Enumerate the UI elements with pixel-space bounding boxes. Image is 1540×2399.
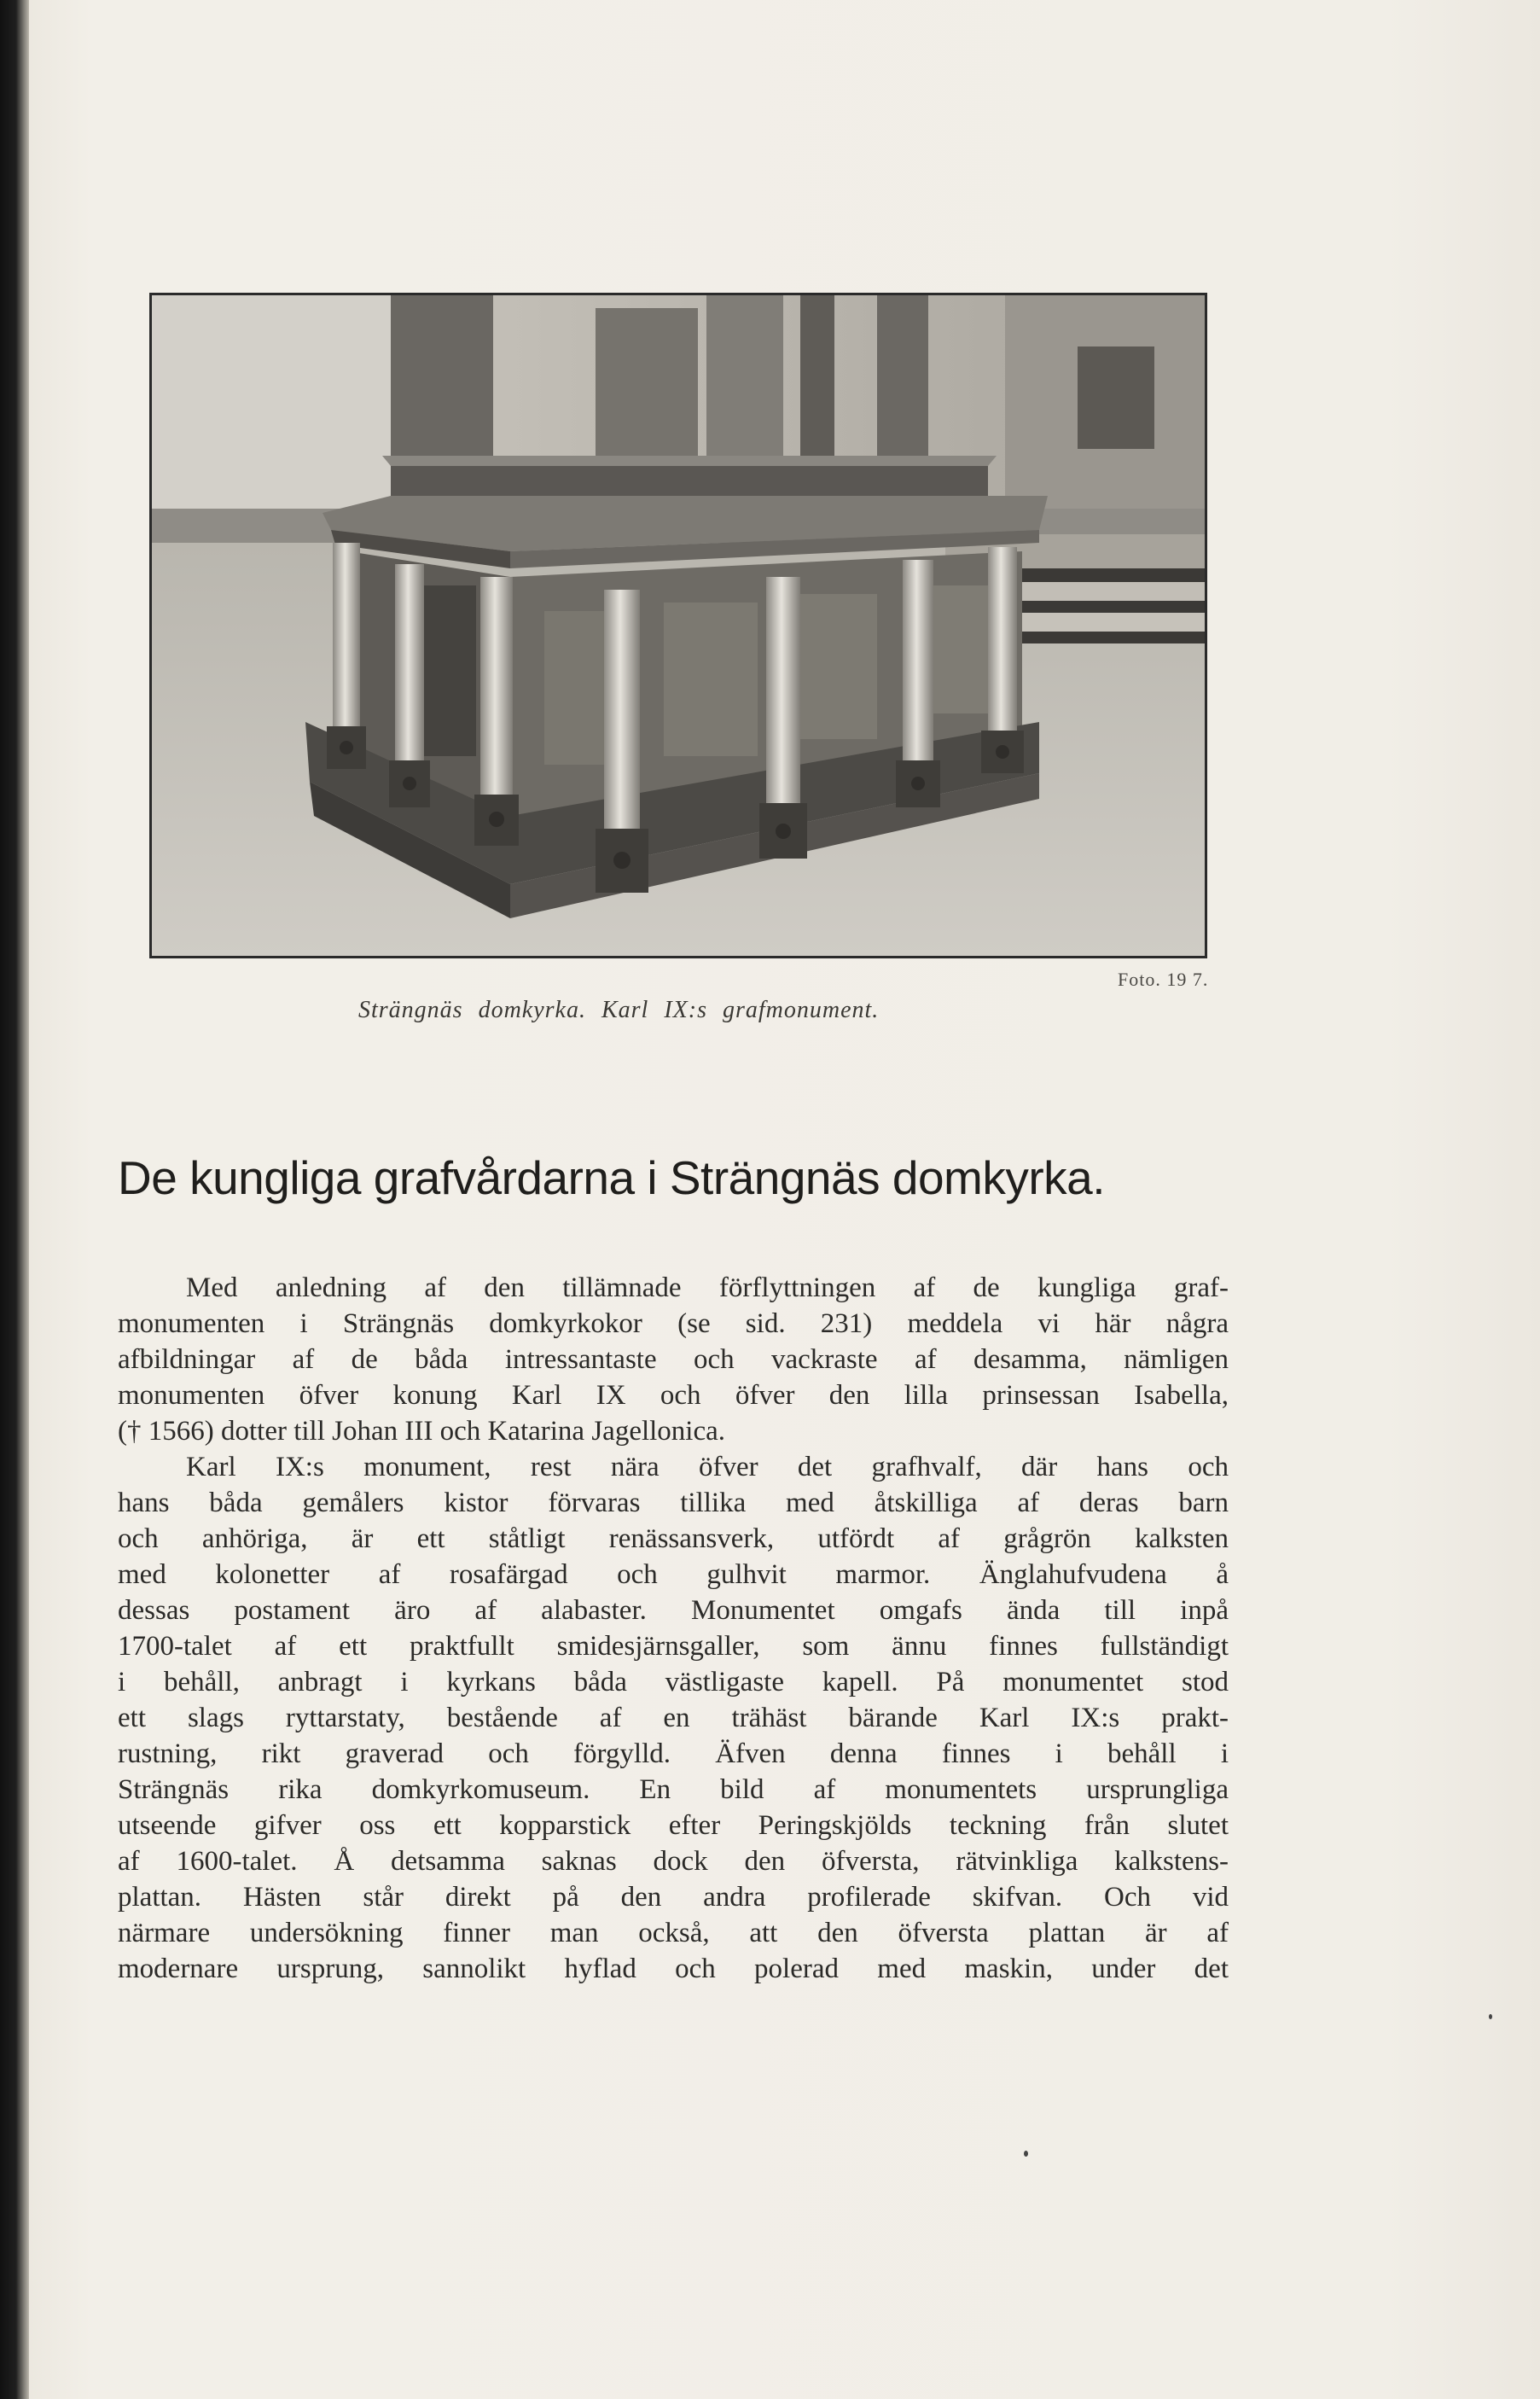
body-line: modernare ursprung, sannolikt hyflad och polerad med maskin, under det bbox=[118, 1954, 1229, 1984]
figure-caption: Strängnäs domkyrka. Karl IX:s grafmonument. bbox=[358, 997, 880, 1023]
binding-edge bbox=[0, 0, 29, 2399]
body-line: hans båda gemålers kistor förvaras tillika med åtskilliga af deras barn bbox=[118, 1488, 1229, 1518]
body-line: i behåll, anbragt i kyrkans båda västligaste kapell. På monumentet stod bbox=[118, 1667, 1229, 1697]
photo-credit: Foto. 19 7. bbox=[1118, 969, 1209, 990]
body-line: utseende gifver oss ett kopparstick efter Peringskjölds teckning från slutet bbox=[118, 1810, 1229, 1841]
body-line: monumenten öfver konung Karl IX och öfver den lilla prinsessan Isabella, bbox=[118, 1380, 1229, 1411]
body-line: och anhöriga, är ett ståtligt renässansverk, utfördt af grågrön kalksten bbox=[118, 1523, 1229, 1554]
article-body bbox=[118, 1270, 1229, 1987]
body-line: afbildningar af de båda intressantaste och vackraste af desamma, nämligen bbox=[118, 1344, 1229, 1375]
body-line: Karl IX:s monument, rest nära öfver det grafhvalf, där hans och bbox=[186, 1452, 1229, 1482]
body-line: af 1600-talet. Å detsamma saknas dock den öfversta, rätvinkliga kalkstens- bbox=[118, 1846, 1229, 1877]
body-line: Med anledning af den tillämnade förflyttningen af de kungliga graf- bbox=[186, 1272, 1229, 1303]
body-line: ett slags ryttarstaty, bestående af en trähäst bärande Karl IX:s prakt- bbox=[118, 1703, 1229, 1733]
body-line: närmare undersökning finner man också, att den öfversta plattan är af bbox=[118, 1918, 1229, 1948]
monument-illustration bbox=[152, 295, 1205, 956]
body-line: Strängnäs rika domkyrkomuseum. En bild af monumentets ursprungliga bbox=[118, 1774, 1229, 1805]
body-line: 1700-talet af ett praktfullt smidesjärnsgaller, som ännu finnes fullständigt bbox=[118, 1631, 1229, 1662]
monument-photograph bbox=[149, 293, 1207, 958]
body-line: plattan. Hästen står direkt på den andra profilerade skifvan. Och vid bbox=[118, 1882, 1229, 1913]
paper-speck bbox=[1489, 2014, 1492, 2019]
body-line: rustning, rikt graverad och förgylld. Äfven denna finnes i behåll i bbox=[118, 1738, 1229, 1769]
article-title: De kungliga grafvårdarna i Strängnäs domkyrka. bbox=[118, 1151, 1106, 1204]
body-line: dessas postament äro af alabaster. Monumentet omgafs ända till inpå bbox=[118, 1595, 1229, 1626]
body-line: monumenten i Strängnäs domkyrkokor (se sid. 231) meddela vi här några bbox=[118, 1308, 1229, 1339]
paper-speck bbox=[1024, 2151, 1028, 2157]
body-line: med kolonetter af rosafärgad och gulhvit marmor. Änglahufvudena å bbox=[118, 1559, 1229, 1590]
body-line: († 1566) dotter till Johan III och Katarina Jagellonica. bbox=[118, 1416, 726, 1447]
